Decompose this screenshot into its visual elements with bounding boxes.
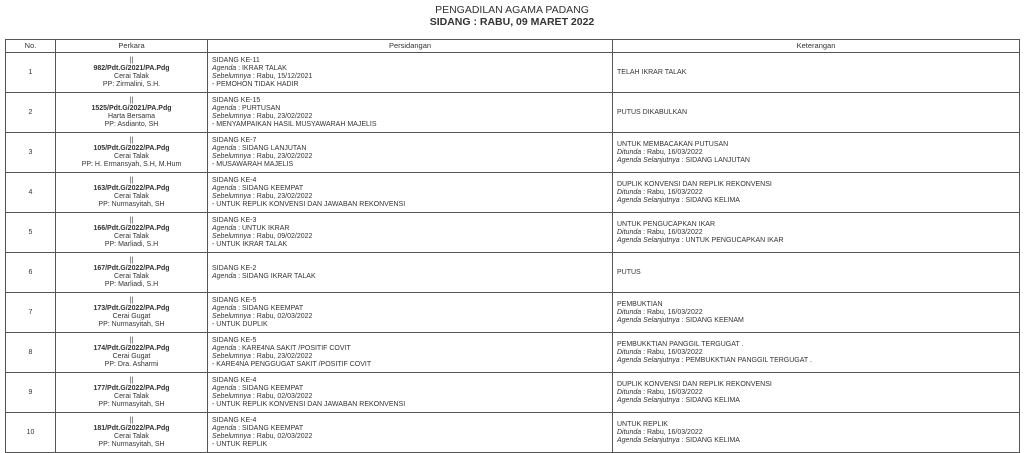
postponed-value: : Rabu, 16/03/2022 bbox=[641, 428, 703, 436]
postponed-value: : Rabu, 16/03/2022 bbox=[641, 148, 703, 156]
agenda-label: Agenda bbox=[212, 344, 237, 352]
previous-label: Sebelumnya bbox=[212, 392, 251, 400]
previous-value: : Rabu, 02/03/2022 bbox=[250, 392, 313, 400]
hearing-previous bbox=[212, 393, 608, 401]
case-clerk: PP: Zirmalini, S.H. bbox=[102, 80, 161, 88]
hearing-agenda bbox=[212, 225, 608, 233]
column-header-persidangan: Persidangan bbox=[208, 40, 613, 53]
case-number: 1525/Pdt.G/2021/PA.Pdg bbox=[91, 104, 172, 112]
row-number: 1 bbox=[6, 53, 56, 93]
case-mark: || bbox=[129, 176, 134, 184]
hearing-agenda bbox=[212, 425, 608, 433]
case-cell bbox=[56, 333, 208, 373]
hearing-note: - MUSAWARAH MAJELIS bbox=[212, 160, 294, 168]
hearing-note: - PEMOHON TIDAK HADIR bbox=[212, 80, 299, 88]
remarks-next-agenda bbox=[617, 317, 1015, 325]
next-agenda-value: : SIDANG KEENAM bbox=[679, 316, 744, 324]
hearing-note: - UNTUK REPLIK KONVENSI DAN JAWABAN REKONVENSI bbox=[212, 200, 406, 208]
previous-label: Sebelumnya bbox=[212, 232, 251, 240]
remarks-text: TELAH IKRAR TALAK bbox=[617, 68, 687, 76]
case-cell bbox=[56, 213, 208, 253]
page-subtitle: SIDANG : RABU, 09 MARET 2022 bbox=[429, 16, 595, 28]
agenda-label: Agenda bbox=[212, 144, 237, 152]
remarks-next-agenda bbox=[617, 237, 1015, 245]
agenda-value: : SIDANG LANJUTAN bbox=[236, 144, 307, 152]
hearing-cell bbox=[208, 413, 613, 453]
next-agenda-label: Agenda Selanjutnya bbox=[617, 356, 680, 364]
postponed-label: Ditunda bbox=[617, 348, 642, 356]
table-row bbox=[6, 333, 1020, 373]
case-cell bbox=[56, 253, 208, 293]
case-mark: || bbox=[129, 96, 134, 104]
hearing-agenda bbox=[212, 273, 608, 281]
hearing-session: SIDANG KE-4 bbox=[212, 376, 257, 384]
postponed-label: Ditunda bbox=[617, 428, 642, 436]
hearing-session: SIDANG KE-3 bbox=[212, 216, 257, 224]
previous-label: Sebelumnya bbox=[212, 72, 251, 80]
case-clerk: PP: Nurmasyitah, SH bbox=[98, 200, 165, 208]
remarks-postponed bbox=[617, 149, 1015, 157]
previous-value: : Rabu, 15/12/2021 bbox=[250, 72, 313, 80]
remarks-cell bbox=[613, 93, 1020, 133]
case-clerk: PP: Marliadi, S.H bbox=[104, 280, 159, 288]
agenda-value: : SIDANG KEEMPAT bbox=[236, 424, 304, 432]
previous-value: : Rabu, 23/02/2022 bbox=[250, 152, 313, 160]
agenda-label: Agenda bbox=[212, 224, 237, 232]
remarks-next-agenda bbox=[617, 437, 1015, 445]
postponed-label: Ditunda bbox=[617, 148, 642, 156]
postponed-label: Ditunda bbox=[617, 388, 642, 396]
hearing-cell bbox=[208, 333, 613, 373]
previous-value: : Rabu, 23/02/2022 bbox=[250, 352, 313, 360]
table-row bbox=[6, 213, 1020, 253]
case-type: Cerai Talak bbox=[114, 192, 149, 200]
agenda-value: : PURTUSAN bbox=[236, 104, 281, 112]
hearing-cell bbox=[208, 53, 613, 93]
hearing-previous bbox=[212, 113, 608, 121]
page-header bbox=[0, 0, 1024, 30]
hearing-session: SIDANG KE-11 bbox=[212, 56, 260, 64]
postponed-value: : Rabu, 16/03/2022 bbox=[641, 348, 703, 356]
case-type: Cerai Talak bbox=[114, 432, 149, 440]
agenda-value: : IKRAR TALAK bbox=[236, 64, 287, 72]
hearing-previous bbox=[212, 233, 608, 241]
row-number: 7 bbox=[6, 293, 56, 333]
previous-value: : Rabu, 23/02/2022 bbox=[250, 192, 313, 200]
remarks-text: UNTUK PENGUCAPKAN IKAR bbox=[617, 220, 716, 228]
previous-value: : Rabu, 02/03/2022 bbox=[250, 312, 313, 320]
case-type: Cerai Gugat bbox=[112, 352, 151, 360]
hearing-session: SIDANG KE-15 bbox=[212, 96, 261, 104]
next-agenda-value: : SIDANG LANJUTAN bbox=[679, 156, 750, 164]
hearing-session: SIDANG KE-4 bbox=[212, 176, 257, 184]
remarks-next-agenda bbox=[617, 197, 1015, 205]
case-number: 166/Pdt.G/2022/PA.Pdg bbox=[93, 224, 170, 232]
hearing-previous bbox=[212, 353, 608, 361]
remarks-text: PEMBUKKTIAN PANGGIL TERGUGAT . bbox=[617, 340, 744, 348]
row-number: 8 bbox=[6, 333, 56, 373]
hearing-cell bbox=[208, 173, 613, 213]
row-number: 2 bbox=[6, 93, 56, 133]
hearing-previous bbox=[212, 313, 608, 321]
agenda-label: Agenda bbox=[212, 384, 237, 392]
hearing-note: - UNTUK REPLIK bbox=[212, 440, 268, 448]
row-number: 4 bbox=[6, 173, 56, 213]
case-type: Cerai Talak bbox=[114, 392, 149, 400]
agenda-value: : SIDANG KEEMPAT bbox=[236, 304, 304, 312]
case-mark: || bbox=[129, 416, 134, 424]
hearing-previous bbox=[212, 153, 608, 161]
case-mark: || bbox=[129, 376, 134, 384]
hearing-note: - UNTUK REPLIK KONVENSI DAN JAWABAN REKONVENSI bbox=[212, 400, 406, 408]
case-clerk: PP: H. Ermansyah, S.H, M.Hum bbox=[81, 160, 182, 168]
table-row bbox=[6, 253, 1020, 293]
case-cell bbox=[56, 93, 208, 133]
previous-value: : Rabu, 09/02/2022 bbox=[250, 232, 313, 240]
postponed-value: : Rabu, 16/03/2022 bbox=[641, 188, 703, 196]
case-mark: || bbox=[129, 56, 134, 64]
table-row bbox=[6, 133, 1020, 173]
case-number: 105/Pdt.G/2022/PA.Pdg bbox=[93, 144, 170, 152]
hearing-agenda bbox=[212, 65, 608, 73]
case-clerk: PP: Nurmasyitah, SH bbox=[98, 400, 165, 408]
case-cell bbox=[56, 293, 208, 333]
case-type: Cerai Talak bbox=[114, 72, 149, 80]
agenda-label: Agenda bbox=[212, 424, 237, 432]
hearing-previous bbox=[212, 73, 608, 81]
case-clerk: PP: Nurmasyitah, SH bbox=[98, 440, 165, 448]
row-number: 5 bbox=[6, 213, 56, 253]
case-number: 167/Pdt.G/2022/PA.Pdg bbox=[93, 264, 170, 272]
case-cell bbox=[56, 133, 208, 173]
case-cell bbox=[56, 373, 208, 413]
case-mark: || bbox=[129, 216, 134, 224]
case-mark: || bbox=[129, 136, 134, 144]
case-mark: || bbox=[129, 336, 134, 344]
agenda-value: : SIDANG KEEMPAT bbox=[236, 184, 304, 192]
hearing-previous bbox=[212, 433, 608, 441]
column-header-no: No. bbox=[6, 40, 56, 53]
remarks-postponed bbox=[617, 309, 1015, 317]
hearing-note: - UNTUK DUPLIK bbox=[212, 320, 268, 328]
case-clerk: PP: Asdianto, SH bbox=[104, 120, 159, 128]
agenda-label: Agenda bbox=[212, 64, 237, 72]
case-number: 982/Pdt.G/2021/PA.Pdg bbox=[93, 64, 170, 72]
agenda-value: : SIDANG IKRAR TALAK bbox=[236, 272, 316, 280]
row-number: 3 bbox=[6, 133, 56, 173]
hearing-agenda bbox=[212, 305, 608, 313]
case-number: 177/Pdt.G/2022/PA.Pdg bbox=[93, 384, 170, 392]
previous-value: : Rabu, 02/03/2022 bbox=[250, 432, 313, 440]
next-agenda-label: Agenda Selanjutnya bbox=[617, 396, 680, 404]
hearing-note: - MENYAMPAIKAN HASIL MUSYAWARAH MAJELIS bbox=[212, 120, 377, 128]
postponed-value: : Rabu, 16/03/2022 bbox=[641, 308, 703, 316]
hearing-session: SIDANG KE-7 bbox=[212, 136, 257, 144]
hearing-session: SIDANG KE-5 bbox=[212, 336, 257, 344]
hearing-cell bbox=[208, 213, 613, 253]
table-row bbox=[6, 93, 1020, 133]
remarks-cell bbox=[613, 133, 1020, 173]
hearing-note: - UNTUK IKRAR TALAK bbox=[212, 240, 288, 248]
next-agenda-label: Agenda Selanjutnya bbox=[617, 156, 680, 164]
case-number: 173/Pdt.G/2022/PA.Pdg bbox=[93, 304, 170, 312]
remarks-postponed bbox=[617, 389, 1015, 397]
table-row bbox=[6, 373, 1020, 413]
hearing-cell bbox=[208, 93, 613, 133]
table-header-row bbox=[6, 40, 1020, 53]
remarks-text: DUPLIK KONVENSI DAN REPLIK REKONVENSI bbox=[617, 380, 772, 388]
case-cell bbox=[56, 173, 208, 213]
agenda-label: Agenda bbox=[212, 104, 237, 112]
column-header-perkara: Perkara bbox=[56, 40, 208, 53]
remarks-cell bbox=[613, 213, 1020, 253]
remarks-next-agenda bbox=[617, 397, 1015, 405]
schedule-table bbox=[5, 39, 1020, 453]
remarks-cell bbox=[613, 173, 1020, 213]
hearing-agenda bbox=[212, 385, 608, 393]
hearing-session: SIDANG KE-2 bbox=[212, 264, 257, 272]
row-number: 10 bbox=[6, 413, 56, 453]
hearing-cell bbox=[208, 253, 613, 293]
agenda-value: : KARE4NA SAKIT /POSITIF COVIT bbox=[236, 344, 351, 352]
remarks-text: UNTUK REPLIK bbox=[617, 420, 668, 428]
hearing-agenda bbox=[212, 105, 608, 113]
postponed-value: : Rabu, 16/03/2022 bbox=[641, 388, 703, 396]
hearing-note: - KARE4NA PENGGUGAT SAKIT /POSITIF COVIT bbox=[212, 360, 372, 368]
table-row bbox=[6, 413, 1020, 453]
postponed-label: Ditunda bbox=[617, 188, 642, 196]
agenda-label: Agenda bbox=[212, 184, 237, 192]
agenda-label: Agenda bbox=[212, 272, 237, 280]
row-number: 9 bbox=[6, 373, 56, 413]
next-agenda-value: : SIDANG KELIMA bbox=[679, 196, 740, 204]
agenda-value: : UNTUK IKRAR bbox=[236, 224, 290, 232]
remarks-postponed bbox=[617, 429, 1015, 437]
case-type: Cerai Talak bbox=[114, 272, 149, 280]
table-row bbox=[6, 173, 1020, 213]
remarks-cell bbox=[613, 333, 1020, 373]
case-type: Cerai Gugat bbox=[112, 312, 151, 320]
agenda-value: : SIDANG KEEMPAT bbox=[236, 384, 304, 392]
table-body bbox=[6, 53, 1020, 453]
case-mark: || bbox=[129, 296, 134, 304]
remarks-next-agenda bbox=[617, 357, 1015, 365]
hearing-agenda bbox=[212, 145, 608, 153]
page-title: PENGADILAN AGAMA PADANG bbox=[435, 4, 589, 16]
hearing-cell bbox=[208, 373, 613, 413]
remarks-postponed bbox=[617, 349, 1015, 357]
case-cell bbox=[56, 413, 208, 453]
previous-label: Sebelumnya bbox=[212, 432, 251, 440]
postponed-label: Ditunda bbox=[617, 228, 642, 236]
next-agenda-value: : SIDANG KELIMA bbox=[679, 436, 740, 444]
postponed-label: Ditunda bbox=[617, 308, 642, 316]
next-agenda-value: : PEMBUKKTIAN PANGGIL TERGUGAT . bbox=[679, 356, 812, 364]
previous-label: Sebelumnya bbox=[212, 152, 251, 160]
hearing-session: SIDANG KE-5 bbox=[212, 296, 257, 304]
table-row bbox=[6, 293, 1020, 333]
case-number: 181/Pdt.G/2022/PA.Pdg bbox=[93, 424, 170, 432]
hearing-cell bbox=[208, 293, 613, 333]
remarks-cell bbox=[613, 293, 1020, 333]
remarks-text: PEMBUKTIAN bbox=[617, 300, 663, 308]
case-clerk: PP: Dra. Asharmi bbox=[104, 360, 159, 368]
case-mark: || bbox=[129, 256, 134, 264]
agenda-label: Agenda bbox=[212, 304, 237, 312]
remarks-cell bbox=[613, 373, 1020, 413]
remarks-text: PUTUS DIKABULKAN bbox=[617, 108, 688, 116]
case-cell bbox=[56, 53, 208, 93]
next-agenda-value: : SIDANG KELIMA bbox=[679, 396, 740, 404]
table-row bbox=[6, 53, 1020, 93]
previous-label: Sebelumnya bbox=[212, 112, 251, 120]
hearing-session: SIDANG KE-4 bbox=[212, 416, 257, 424]
postponed-value: : Rabu, 16/03/2022 bbox=[641, 228, 703, 236]
hearing-cell bbox=[208, 133, 613, 173]
next-agenda-value: : UNTUK PENGUCAPKAN IKAR bbox=[679, 236, 784, 244]
remarks-postponed bbox=[617, 229, 1015, 237]
case-type: Cerai Talak bbox=[114, 232, 149, 240]
previous-label: Sebelumnya bbox=[212, 352, 251, 360]
next-agenda-label: Agenda Selanjutnya bbox=[617, 236, 680, 244]
case-type: Cerai Talak bbox=[114, 152, 149, 160]
hearing-previous bbox=[212, 193, 608, 201]
remarks-cell bbox=[613, 53, 1020, 93]
case-number: 174/Pdt.G/2022/PA.Pdg bbox=[93, 344, 170, 352]
case-number: 163/Pdt.G/2022/PA.Pdg bbox=[93, 184, 170, 192]
case-clerk: PP: Marliadi, S.H bbox=[104, 240, 159, 248]
previous-label: Sebelumnya bbox=[212, 312, 251, 320]
case-type: Harta Bersama bbox=[107, 112, 156, 120]
remarks-next-agenda bbox=[617, 157, 1015, 165]
previous-value: : Rabu, 23/02/2022 bbox=[250, 112, 313, 120]
hearing-agenda bbox=[212, 345, 608, 353]
next-agenda-label: Agenda Selanjutnya bbox=[617, 316, 680, 324]
previous-label: Sebelumnya bbox=[212, 192, 251, 200]
remarks-text: UNTUK MEMBACAKAN PUTUSAN bbox=[617, 140, 729, 148]
next-agenda-label: Agenda Selanjutnya bbox=[617, 436, 680, 444]
column-header-keterangan: Keterangan bbox=[613, 40, 1020, 53]
remarks-postponed bbox=[617, 189, 1015, 197]
remarks-cell bbox=[613, 253, 1020, 293]
case-clerk: PP: Nurmasyitah, SH bbox=[98, 320, 165, 328]
remarks-text: DUPLIK KONVENSI DAN REPLIK REKONVENSI bbox=[617, 180, 772, 188]
hearing-agenda bbox=[212, 185, 608, 193]
next-agenda-label: Agenda Selanjutnya bbox=[617, 196, 680, 204]
row-number: 6 bbox=[6, 253, 56, 293]
remarks-text: PUTUS bbox=[617, 268, 641, 276]
remarks-cell bbox=[613, 413, 1020, 453]
